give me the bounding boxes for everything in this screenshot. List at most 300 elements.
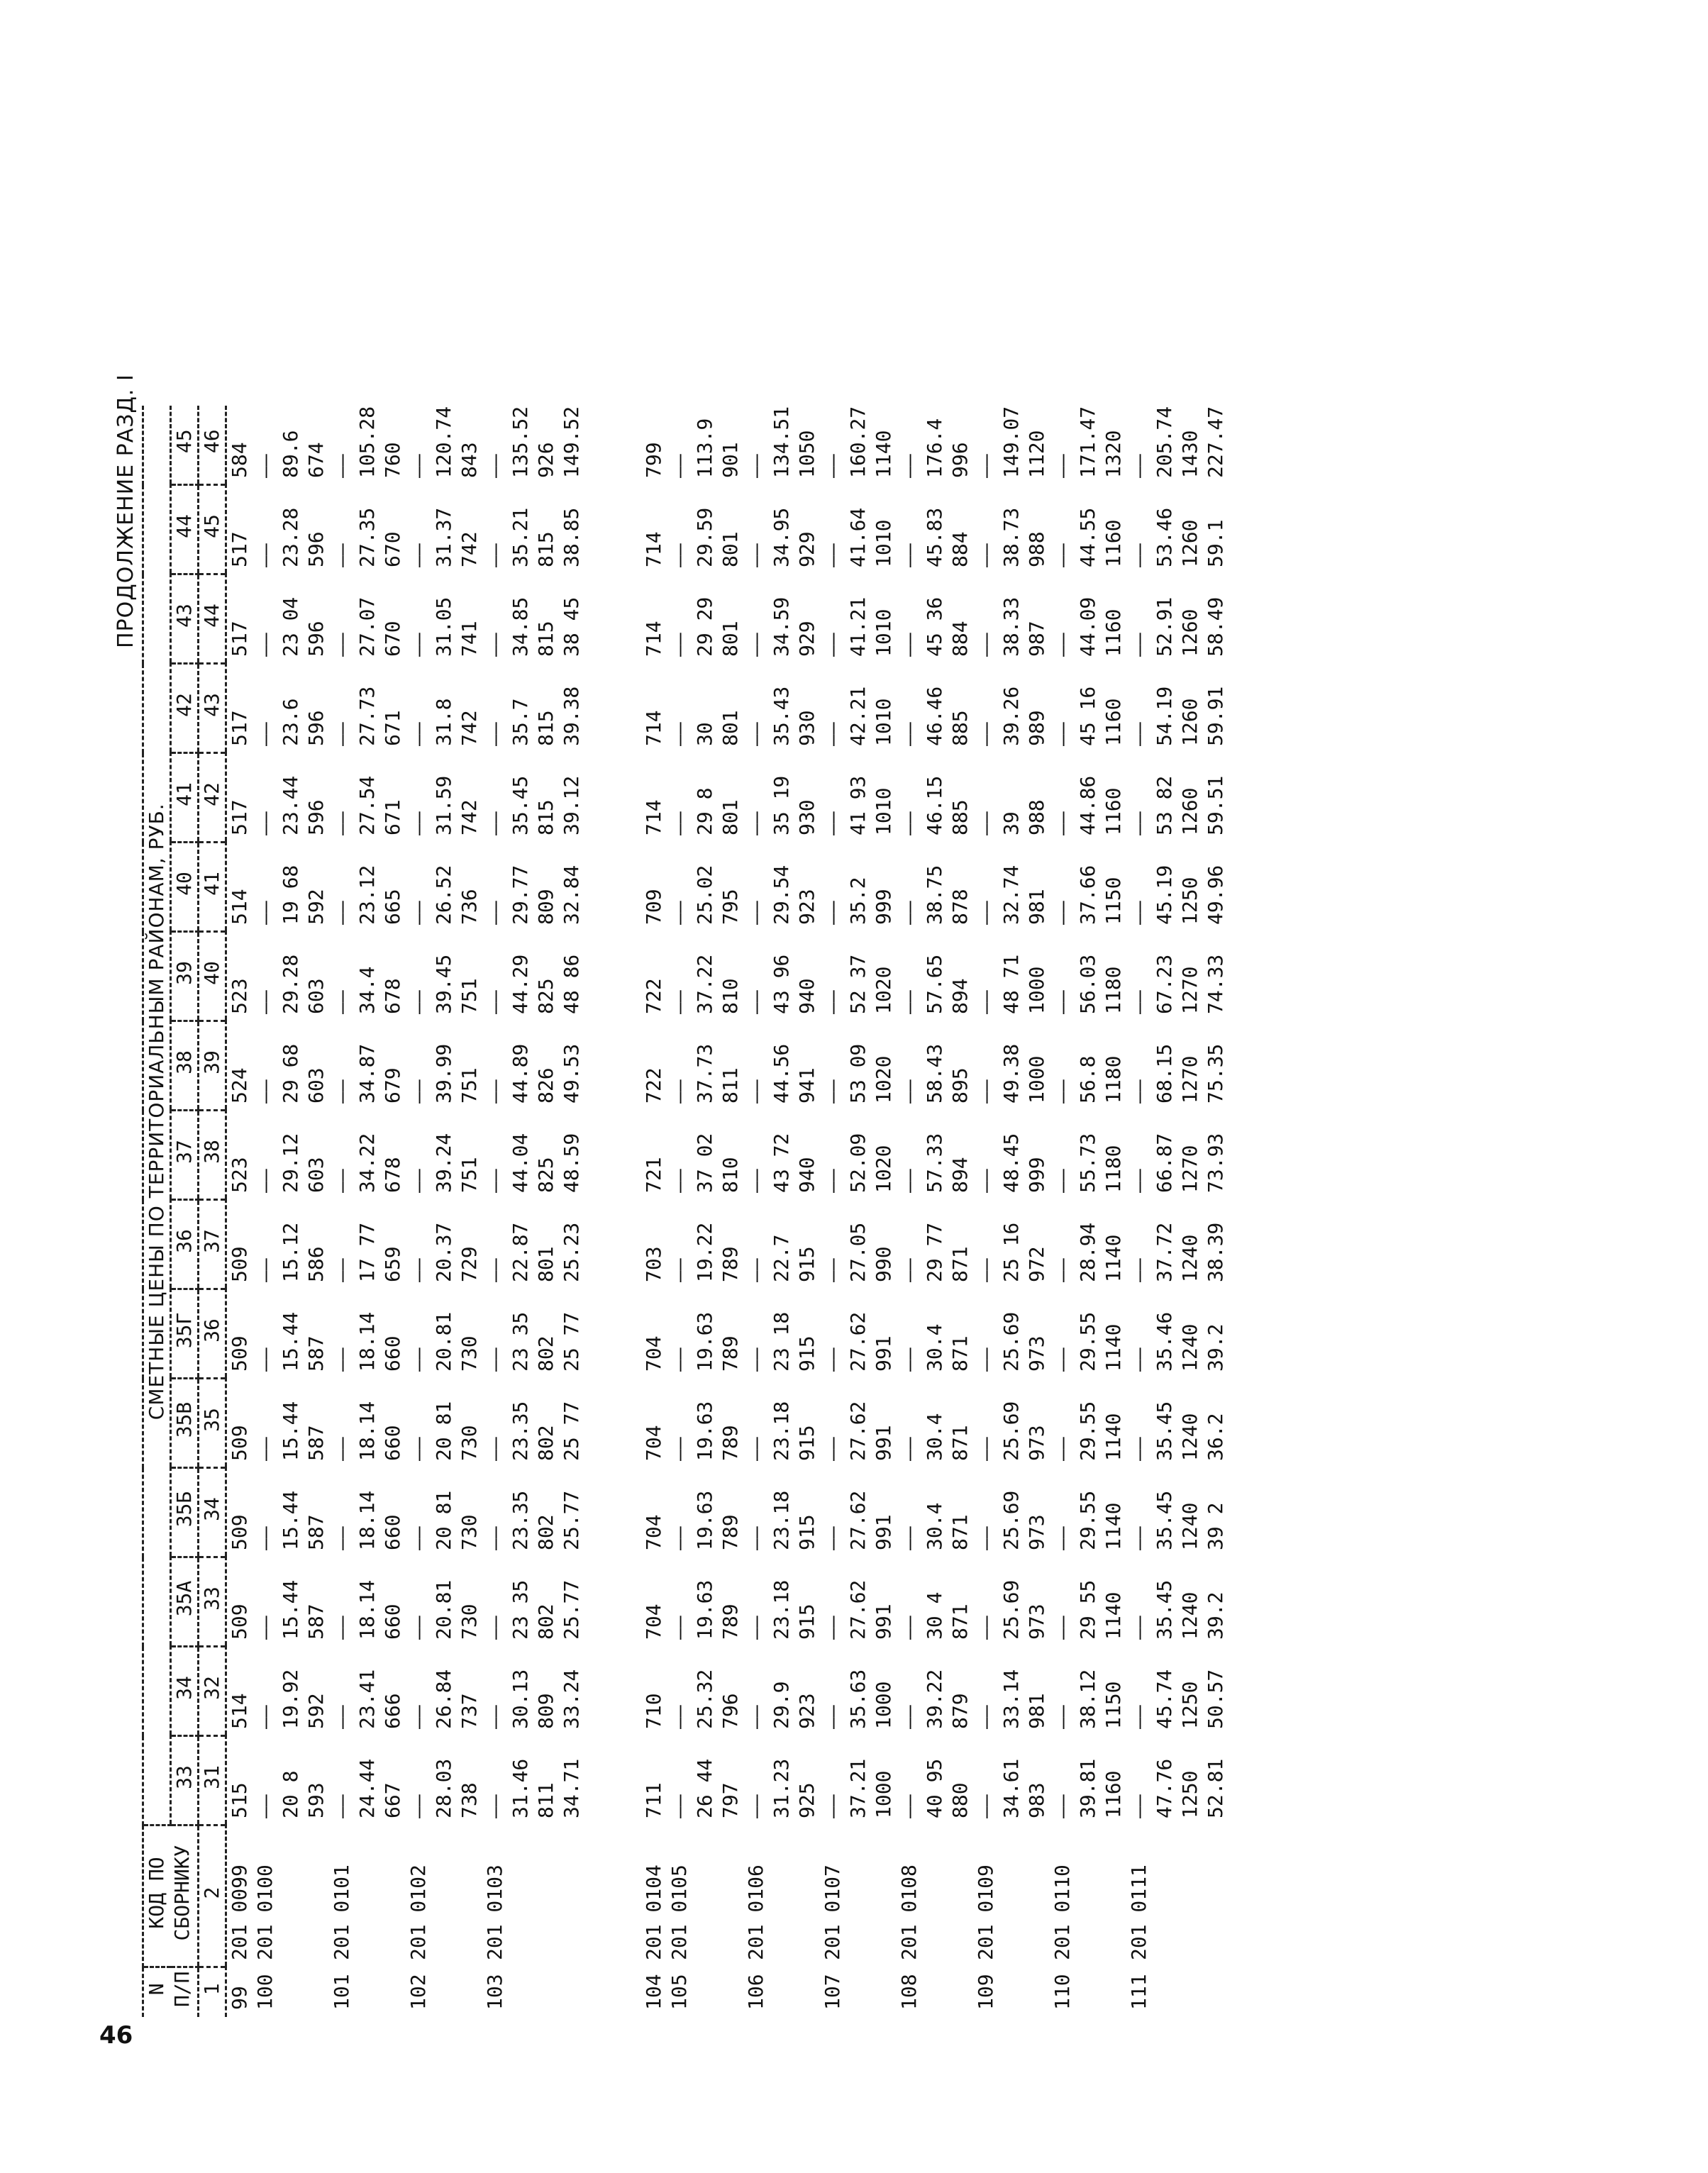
cell-value: 915 xyxy=(795,1425,819,1461)
cell-dash: —— xyxy=(406,633,430,657)
price-cell xyxy=(820,1557,897,1647)
cell-dash: —— xyxy=(253,1437,277,1461)
cell-value: 22.7 xyxy=(770,1234,793,1282)
cell-value: 722 xyxy=(642,1067,665,1104)
cell-value: 714 xyxy=(642,531,665,567)
cell-value: 1160 xyxy=(1102,608,1125,657)
price-cell xyxy=(1050,1021,1126,1111)
cell-value: 35.46 xyxy=(1153,1311,1176,1372)
cell-value: 1260 xyxy=(1178,608,1202,657)
price-cell xyxy=(1126,1289,1203,1379)
cell-value: 973 xyxy=(1025,1335,1048,1372)
cell-dash: —— xyxy=(974,1705,997,1729)
header-pp: П/П xyxy=(170,1971,194,2008)
cell-dash: —— xyxy=(1127,454,1150,478)
price-cell xyxy=(226,843,253,932)
price-cell xyxy=(743,485,820,574)
row-code: 201 0107 xyxy=(821,1864,844,1960)
price-cell xyxy=(559,1289,584,1379)
cell-value: 44.29 xyxy=(509,954,532,1014)
cell-value: 671 xyxy=(381,710,404,746)
cell-value: 797 xyxy=(719,1782,742,1818)
cell-dash: —— xyxy=(1050,1437,1074,1461)
cell-value: 915 xyxy=(795,1335,819,1372)
cell-dash: —— xyxy=(483,1437,506,1461)
price-cell xyxy=(253,1557,329,1647)
cell-value: 33.14 xyxy=(999,1669,1023,1729)
cell-value: 1250 xyxy=(1178,877,1202,925)
price-cell xyxy=(897,664,973,753)
cell-dash: —— xyxy=(821,1794,844,1818)
cell-value: 509 xyxy=(228,1514,251,1550)
column-number: 33 xyxy=(199,1557,226,1647)
header-row-regions xyxy=(171,406,199,2017)
price-cell xyxy=(667,1557,743,1647)
column-number: 38 xyxy=(199,1111,226,1200)
cell-dash: —— xyxy=(253,633,277,657)
cell-value: 826 xyxy=(534,1067,558,1104)
cell-dash: —— xyxy=(330,1526,353,1550)
cell-value: 760 xyxy=(381,442,404,478)
column-number: 46 xyxy=(199,406,226,485)
cell-value: 894 xyxy=(948,978,972,1014)
price-cell xyxy=(329,1468,406,1557)
table-row xyxy=(1203,406,1229,2017)
cell-value: 23 35 xyxy=(509,1311,532,1372)
cell-dash: —— xyxy=(667,990,691,1014)
price-cell xyxy=(973,843,1050,932)
cell-value: 37.21 xyxy=(846,1758,870,1818)
row-number: 104 xyxy=(642,1974,665,2010)
price-cell xyxy=(743,1289,820,1379)
cell-dash: —— xyxy=(821,1258,844,1282)
header-code-line1: КОД ПО xyxy=(145,1857,168,1929)
price-cell xyxy=(482,843,559,932)
cell-dash: —— xyxy=(821,901,844,925)
price-cell xyxy=(1126,1200,1203,1289)
price-cell xyxy=(897,574,973,664)
cell-dash: —— xyxy=(897,454,921,478)
cell-dash: —— xyxy=(821,1169,844,1193)
price-cell xyxy=(667,1200,743,1289)
price-cell xyxy=(482,1647,559,1736)
price-cell xyxy=(559,1379,584,1468)
price-cell xyxy=(641,1736,667,1825)
cell-value: 825 xyxy=(534,1157,558,1193)
price-cell xyxy=(559,843,584,932)
cell-value: 711 xyxy=(642,1782,665,1818)
cell-value: 23.18 xyxy=(770,1401,793,1461)
price-cell xyxy=(1126,843,1203,932)
cell-dash: —— xyxy=(253,1705,277,1729)
price-cell xyxy=(641,753,667,843)
cell-value: 801 xyxy=(719,621,742,657)
cell-value: 941 xyxy=(795,1067,819,1104)
cell-value: 871 xyxy=(948,1425,972,1461)
cell-value: 39.38 xyxy=(560,686,583,746)
row-code: 201 0103 xyxy=(483,1864,506,1960)
cell-value: 930 xyxy=(795,799,819,835)
cell-value: 592 xyxy=(304,889,328,925)
price-cell xyxy=(667,1736,743,1825)
cell-value: 730 xyxy=(458,1514,481,1550)
price-cell xyxy=(1050,1111,1126,1200)
cell-value: 45.74 xyxy=(1153,1669,1176,1729)
spacer-row xyxy=(584,406,641,2017)
cell-value: 31.8 xyxy=(432,698,455,746)
cell-value: 799 xyxy=(642,442,665,478)
cell-dash: —— xyxy=(406,1258,430,1282)
cell-dash: —— xyxy=(744,1616,767,1640)
column-number: 39 xyxy=(199,1021,226,1111)
cell-value: 30.13 xyxy=(509,1669,532,1729)
price-cell xyxy=(406,1200,482,1289)
price-cell xyxy=(406,406,482,485)
cell-dash: —— xyxy=(483,1347,506,1372)
cell-value: 31.05 xyxy=(432,596,455,657)
price-cell xyxy=(973,485,1050,574)
price-cell xyxy=(667,1647,743,1736)
cell-value: 789 xyxy=(719,1246,742,1282)
cell-dash: —— xyxy=(821,1079,844,1104)
price-cell xyxy=(253,574,329,664)
cell-value: 35.2 xyxy=(846,877,870,925)
cell-value: 603 xyxy=(304,978,328,1014)
cell-value: 23.6 xyxy=(279,698,302,746)
price-cell xyxy=(820,843,897,932)
cell-value: 1160 xyxy=(1102,698,1125,746)
price-cell xyxy=(253,1289,329,1379)
cell-value: 50.57 xyxy=(1204,1669,1227,1729)
cell-value: 20 81 xyxy=(432,1401,455,1461)
price-cell xyxy=(226,1736,253,1825)
table-row xyxy=(973,406,1050,2017)
cell-value: 45.83 xyxy=(923,507,946,567)
cell-value: 34.71 xyxy=(560,1758,583,1818)
cell-dash: —— xyxy=(897,901,921,925)
cell-value: 48 86 xyxy=(560,954,583,1014)
cell-dash: —— xyxy=(744,543,767,567)
price-cell xyxy=(226,1557,253,1647)
region-header: 34 xyxy=(171,1647,199,1736)
cell-value: 714 xyxy=(642,621,665,657)
price-cell xyxy=(641,1021,667,1111)
cell-value: 825 xyxy=(534,978,558,1014)
cell-dash: —— xyxy=(483,1169,506,1193)
cell-value: 983 xyxy=(1025,1782,1048,1818)
cell-value: 843 xyxy=(458,442,481,478)
price-cell xyxy=(973,1021,1050,1111)
price-cell xyxy=(820,1379,897,1468)
cell-value: 44.09 xyxy=(1076,596,1099,657)
cell-value: 29.28 xyxy=(279,954,302,1014)
cell-dash: —— xyxy=(974,1616,997,1640)
region-header: 35В xyxy=(171,1379,199,1468)
cell-value: 737 xyxy=(458,1693,481,1729)
cell-value: 587 xyxy=(304,1425,328,1461)
price-cell xyxy=(1126,1111,1203,1200)
price-cell xyxy=(667,1379,743,1468)
cell-dash: —— xyxy=(330,1616,353,1640)
cell-dash: —— xyxy=(1127,1258,1150,1282)
cell-value: 514 xyxy=(228,889,251,925)
cell-dash: —— xyxy=(897,1705,921,1729)
price-cell xyxy=(667,574,743,664)
cell-dash: —— xyxy=(406,811,430,835)
cell-dash: —— xyxy=(667,633,691,657)
price-table xyxy=(142,406,1229,2017)
cell-value: 721 xyxy=(642,1157,665,1193)
cell-value: 1320 xyxy=(1102,430,1125,478)
cell-dash: —— xyxy=(483,1705,506,1729)
cell-value: 35.7 xyxy=(509,698,532,746)
price-cell xyxy=(667,932,743,1021)
cell-value: 1120 xyxy=(1025,430,1048,478)
cell-value: 878 xyxy=(948,889,972,925)
price-cell xyxy=(329,932,406,1021)
price-cell xyxy=(226,1289,253,1379)
cell-value: 802 xyxy=(534,1604,558,1640)
cell-value: 45 16 xyxy=(1076,686,1099,746)
cell-value: 714 xyxy=(642,799,665,835)
cell-value: 1010 xyxy=(872,698,895,746)
cell-dash: —— xyxy=(667,1705,691,1729)
price-cell xyxy=(820,753,897,843)
cell-dash: —— xyxy=(744,811,767,835)
price-cell xyxy=(329,1289,406,1379)
cell-value: 24.44 xyxy=(355,1758,379,1818)
cell-dash: —— xyxy=(1127,1705,1150,1729)
cell-dash: —— xyxy=(1050,722,1074,746)
cell-dash: —— xyxy=(330,1258,353,1282)
price-cell xyxy=(406,932,482,1021)
price-cell xyxy=(1126,1468,1203,1557)
price-cell xyxy=(329,1111,406,1200)
price-cell xyxy=(482,1021,559,1111)
cell-dash: —— xyxy=(667,1347,691,1372)
price-cell xyxy=(973,1557,1050,1647)
cell-value: 988 xyxy=(1025,799,1048,835)
cell-value: 23.12 xyxy=(355,865,379,925)
table-row xyxy=(329,406,406,2017)
cell-value: 25 16 xyxy=(999,1222,1023,1282)
cell-value: 815 xyxy=(534,710,558,746)
cell-value: 35.45 xyxy=(509,775,532,835)
cell-dash: —— xyxy=(483,811,506,835)
row-code: 201 0099 xyxy=(228,1864,251,1960)
price-cell xyxy=(743,664,820,753)
row-number: 99 xyxy=(228,1986,251,2010)
cell-dash: —— xyxy=(897,722,921,746)
price-cell xyxy=(897,843,973,932)
cell-dash: —— xyxy=(744,1258,767,1282)
price-cell xyxy=(897,1557,973,1647)
cell-value: 67.23 xyxy=(1153,954,1176,1014)
price-cell xyxy=(559,1111,584,1200)
cell-dash: —— xyxy=(821,990,844,1014)
price-cell xyxy=(1203,485,1229,574)
cell-value: 135.52 xyxy=(509,406,532,478)
cell-value: 871 xyxy=(948,1604,972,1640)
cell-dash: —— xyxy=(1050,1705,1074,1729)
cell-value: 730 xyxy=(458,1425,481,1461)
cell-value: 991 xyxy=(872,1514,895,1550)
cell-value: 38.75 xyxy=(923,865,946,925)
price-cell xyxy=(1126,1557,1203,1647)
price-cell xyxy=(667,1289,743,1379)
cell-dash: —— xyxy=(330,901,353,925)
column-number: 31 xyxy=(199,1736,226,1825)
cell-value: 871 xyxy=(948,1246,972,1282)
price-cell xyxy=(973,753,1050,843)
price-cell xyxy=(559,485,584,574)
cell-value: 999 xyxy=(872,889,895,925)
cell-value: 23.41 xyxy=(355,1669,379,1729)
cell-value: 973 xyxy=(1025,1604,1048,1640)
cell-value: 39.24 xyxy=(432,1133,455,1193)
price-cell xyxy=(226,406,253,485)
cell-value: 39 2 xyxy=(1204,1502,1227,1550)
cell-dash: —— xyxy=(330,633,353,657)
table-row xyxy=(559,406,584,2017)
cell-value: 73.93 xyxy=(1204,1133,1227,1193)
cell-dash: —— xyxy=(406,1705,430,1729)
cell-value: 30 xyxy=(693,722,716,746)
cell-value: 603 xyxy=(304,1157,328,1193)
cell-value: 41.64 xyxy=(846,507,870,567)
price-cell xyxy=(743,1021,820,1111)
price-cell xyxy=(253,1736,329,1825)
cell-dash: —— xyxy=(974,722,997,746)
cell-value: 39.45 xyxy=(432,954,455,1014)
cell-dash: —— xyxy=(1127,543,1150,567)
region-header: 35А xyxy=(171,1557,199,1647)
cell-value: 523 xyxy=(228,1157,251,1193)
cell-value: 509 xyxy=(228,1425,251,1461)
price-cell xyxy=(226,932,253,1021)
price-cell xyxy=(559,753,584,843)
cell-value: 929 xyxy=(795,531,819,567)
price-cell xyxy=(820,1111,897,1200)
cell-value: 667 xyxy=(381,1782,404,1818)
price-cell xyxy=(1050,574,1126,664)
cell-value: 29.59 xyxy=(693,507,716,567)
region-header: 38 xyxy=(171,1021,199,1111)
table-row xyxy=(1126,406,1203,2017)
cell-value: 593 xyxy=(304,1782,328,1818)
cell-value: 1000 xyxy=(872,1770,895,1818)
cell-value: 25.02 xyxy=(693,865,716,925)
cell-dash: —— xyxy=(897,1079,921,1104)
price-cell xyxy=(253,843,329,932)
price-cell xyxy=(1203,1736,1229,1825)
price-cell xyxy=(1126,485,1203,574)
cell-dash: —— xyxy=(974,1079,997,1104)
row-number: 110 xyxy=(1050,1974,1074,2010)
cell-value: 515 xyxy=(228,1782,251,1818)
region-header: 35Г xyxy=(171,1289,199,1379)
region-header: 39 xyxy=(171,932,199,1021)
cell-value: 517 xyxy=(228,621,251,657)
cell-value: 34.61 xyxy=(999,1758,1023,1818)
price-cell xyxy=(1050,664,1126,753)
cell-dash: —— xyxy=(974,1437,997,1461)
cell-value: 1180 xyxy=(1102,1055,1125,1104)
cell-dash: —— xyxy=(744,722,767,746)
cell-value: 603 xyxy=(304,1067,328,1104)
cell-value: 19.63 xyxy=(693,1311,716,1372)
cell-value: 1150 xyxy=(1102,877,1125,925)
cell-value: 31.46 xyxy=(509,1758,532,1818)
column-number: 34 xyxy=(199,1468,226,1557)
row-number: 107 xyxy=(821,1974,844,2010)
column-number: 36 xyxy=(199,1289,226,1379)
cell-dash: —— xyxy=(253,811,277,835)
cell-value: 53 09 xyxy=(846,1043,870,1104)
price-cell xyxy=(667,406,743,485)
cell-value: 30.4 xyxy=(923,1413,946,1461)
cell-value: 32.74 xyxy=(999,865,1023,925)
cell-value: 29.55 xyxy=(1076,1401,1099,1461)
cell-value: 1180 xyxy=(1102,966,1125,1014)
cell-value: 802 xyxy=(534,1335,558,1372)
cell-dash: —— xyxy=(667,1794,691,1818)
cell-dash: —— xyxy=(821,722,844,746)
cell-dash: —— xyxy=(821,1347,844,1372)
cell-value: 795 xyxy=(719,889,742,925)
column-number: 1 xyxy=(199,1967,226,2017)
cell-dash: —— xyxy=(744,1079,767,1104)
row-number: 109 xyxy=(974,1974,997,2010)
cell-value: 59.51 xyxy=(1204,775,1227,835)
cell-value: 810 xyxy=(719,1157,742,1193)
cell-dash: —— xyxy=(974,454,997,478)
cell-value: 18.14 xyxy=(355,1311,379,1372)
cell-dash: —— xyxy=(253,1079,277,1104)
cell-value: 1240 xyxy=(1178,1323,1202,1372)
cell-value: 25.69 xyxy=(999,1490,1023,1550)
row-number xyxy=(559,1967,584,2017)
cell-value: 801 xyxy=(719,531,742,567)
table-row xyxy=(743,406,820,2017)
cell-value: 19.63 xyxy=(693,1490,716,1550)
cell-value: 925 xyxy=(795,1782,819,1818)
cell-dash: —— xyxy=(897,1169,921,1193)
price-cell xyxy=(1050,843,1126,932)
cell-value: 56.8 xyxy=(1076,1055,1099,1104)
column-number: 45 xyxy=(199,485,226,574)
price-cell xyxy=(820,574,897,664)
row-code: 201 0105 xyxy=(667,1864,691,1960)
cell-value: 660 xyxy=(381,1425,404,1461)
price-cell xyxy=(897,1736,973,1825)
price-cell xyxy=(897,753,973,843)
cell-value: 20.81 xyxy=(432,1579,455,1640)
price-cell xyxy=(1050,1557,1126,1647)
price-cell xyxy=(973,1289,1050,1379)
cell-value: 149.52 xyxy=(560,406,583,478)
region-header: 40 xyxy=(171,843,199,932)
cell-value: 15.44 xyxy=(279,1311,302,1372)
cell-value: 509 xyxy=(228,1604,251,1640)
cell-value: 27.62 xyxy=(846,1401,870,1461)
price-cell xyxy=(482,485,559,574)
cell-value: 894 xyxy=(948,1157,972,1193)
cell-value: 671 xyxy=(381,799,404,835)
price-cell xyxy=(743,753,820,843)
price-cell xyxy=(820,1647,897,1736)
price-cell xyxy=(406,1468,482,1557)
